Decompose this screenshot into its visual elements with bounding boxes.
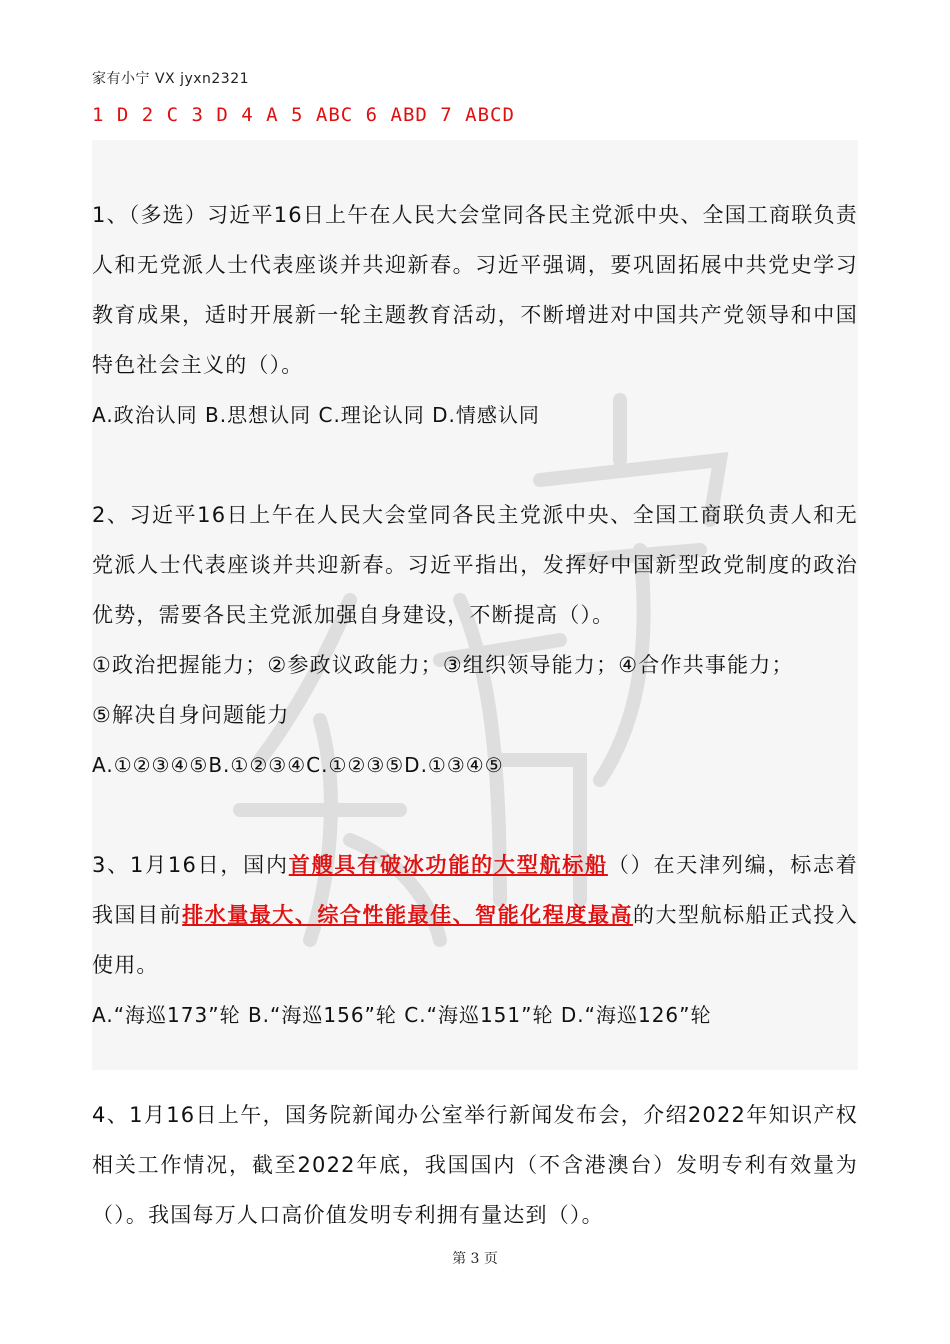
question-3-options: A.“海巡173”轮 B.“海巡156”轮 C.“海巡151”轮 D.“海巡126”轮 [92, 1003, 712, 1027]
question-3-mid: （）在天津列编，标志着我国目前 [92, 853, 858, 927]
question-2-options: A.①②③④⑤B.①②③④C.①②③⑤D.①③④⑤ [92, 753, 504, 777]
question-1-options: A.政治认同 B.思想认同 C.理论认同 D.情感认同 [92, 403, 540, 427]
page-number: 第 3 页 [452, 1251, 498, 1267]
question-3-pre: 3、1月16日，国内 [92, 853, 289, 877]
question-3-highlight-1: 首艘具有破冰功能的大型航标船 [288, 853, 608, 877]
question-3-highlight-2: 排水量最大、综合性能最佳、智能化程度最高 [182, 903, 633, 927]
question-2-items-line1: ①政治把握能力；②参政议政能力；③组织领导能力；④合作共事能力； [92, 653, 794, 677]
question-3-post: 的大型航标船正式投入使用。 [92, 903, 858, 977]
question-content [92, 190, 858, 1240]
question-3-text [92, 840, 858, 990]
question-4-text: 4、1月16日上午，国务院新闻办公室举行新闻发布会，介绍2022年知识产权相关工作情况，截至2022年底，我国国内（不含港澳台）发明专利有效量为（）。我国每万人口高价值发明专利拥有量达到（）。 [92, 1103, 858, 1227]
answer-key: 1 D 2 C 3 D 4 A 5 ABC 6 ABD 7 ABCD [92, 104, 515, 126]
question-2-text: 2、习近平16日上午在人民大会堂同各民主党派中央、全国工商联负责人和无党派人士代表座谈并共迎新春。习近平指出，发挥好中国新型政党制度的政治优势，需要各民主党派加强自身建设，不断提高（）。 [92, 503, 858, 627]
question-1-text: 1、（多选）习近平16日上午在人民大会堂同各民主党派中央、全国工商联负责人和无党派人士代表座谈并共迎新春。习近平强调，要巩固拓展中共党史学习教育成果，适时开展新一轮主题教育活动，不断增进对中国共产党领导和中国特色社会主义的（）。 [92, 203, 858, 377]
question-2-items-line2: ⑤解决自身问题能力 [92, 703, 290, 727]
header-text: 家有小宁 VX jyxn2321 [92, 71, 250, 87]
